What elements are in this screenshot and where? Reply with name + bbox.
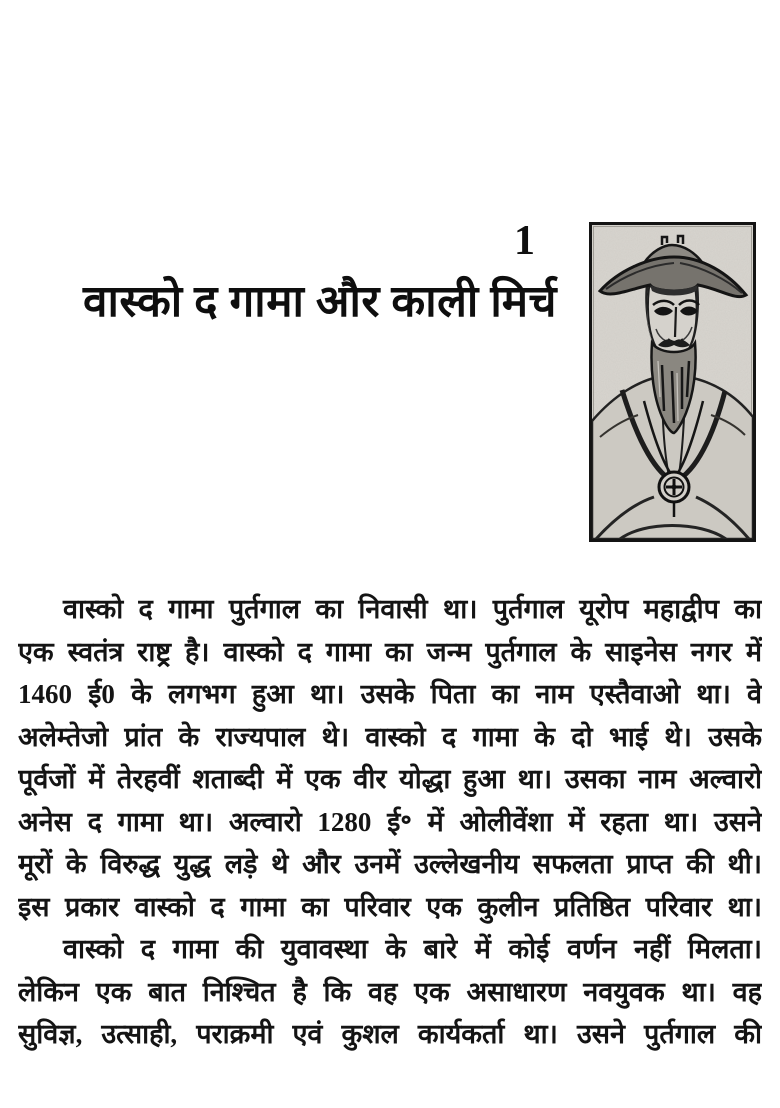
vasco-da-gama-portrait <box>589 222 756 542</box>
text-line: लेकिन एक बात निश्चित है कि वह एक असाधारण नवयुवक था। वह <box>18 976 762 1007</box>
text-line: मूरों के विरुद्ध युद्ध लड़े थे और उनमें उल्लेखनीय सफलता प्राप्त की थी। <box>18 849 762 879</box>
text-line: 1460 ई0 के लगभग हुआ था। उसके पिता का नाम एस्तैवाओ था। वे <box>18 679 762 709</box>
chapter-number: 1 <box>514 218 535 264</box>
text-line: सुविज्ञ, उत्साही, पराक्रमी एवं कुशल कार्यकर्ता था। उसने पुर्तगाल की <box>18 1019 762 1049</box>
text-line: अलेम्तेजो प्रांत के राज्यपाल थे। वास्को द गामा के दो भाई थे। उसके <box>18 721 762 752</box>
text-line: इस प्रकार वास्को द गामा का परिवार एक कुलीन प्रतिष्ठित परिवार था। <box>18 891 762 922</box>
text-line: वास्को द गामा की युवावस्था के बारे में कोई वर्णन नहीं मिलता। <box>63 934 762 964</box>
body-text <box>18 588 762 1056</box>
chapter-heading <box>30 220 565 329</box>
text-line: अनेस द गामा था। अल्वारो 1280 ई॰ में ओलीवेंशा में रहता था। उसने <box>18 806 762 837</box>
text-line: एक स्वतंत्र राष्ट्र है। वास्को द गामा का जन्म पुर्तगाल के साइनेस नगर में <box>18 636 762 667</box>
chapter-title: वास्को द गामा और काली मिर्च <box>83 277 557 326</box>
text-line: पूर्वजों में तेरहवीं शताब्दी में एक वीर योद्धा हुआ था। उसका नाम अल्वारो <box>18 764 762 794</box>
portrait-illustration-icon <box>592 225 753 539</box>
text-line: वास्को द गामा पुर्तगाल का निवासी था। पुर्तगाल यूरोप महाद्वीप का <box>63 594 762 624</box>
